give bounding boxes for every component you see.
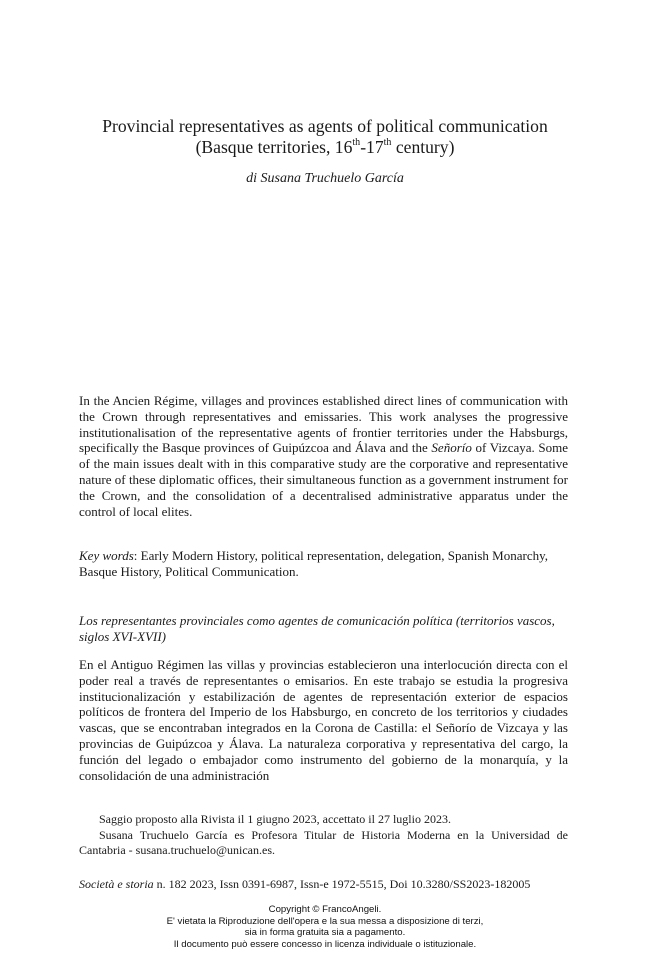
journal-details: n. 182 2023, Issn 0391-6987, Issn-e 1972-5515, Doi 10.3280/SS2023-182005	[153, 877, 531, 891]
title-superscript-2: th	[383, 137, 392, 149]
copyright-line-4: Il documento può essere concesso in licenza individuale o istituzionale.	[173, 938, 477, 950]
keywords-label: Key words	[79, 548, 134, 563]
abstract-italic-term: Señorío	[431, 440, 472, 456]
title-line-2-end: century)	[391, 137, 455, 157]
title-line-2-middle: -17	[360, 137, 384, 157]
keywords-text: : Early Modern History, political representation, delegation, Spanish Monarchy, Basque History, Political Communication.	[79, 548, 548, 579]
journal-name: Società e storia	[79, 877, 154, 891]
copyright-line-3: sia in forma gratuita sia a pagamento.	[244, 927, 406, 939]
title-line-2	[60, 137, 590, 158]
keywords	[79, 548, 568, 580]
title-superscript-1: th	[352, 137, 361, 149]
abstract-text-part-1: In the Ancien Régime, villages and provinces established direct lines of communication with the Crown through representatives and emissaries. This work analyses the progressive institutionalisation of the representative agents of frontier territories under the Habsburgs, specifically the Basque provinces of Guipúzcoa and Álava and the	[79, 393, 568, 456]
author-affiliation-note: Susana Truchuelo García es Profesora Titular de Historia Moderna en la Universidad de Cantabria - susana.truchuelo@unican.es.	[79, 827, 568, 857]
copyright-line-1: Copyright © FrancoAngeli.	[268, 904, 382, 915]
article-title	[60, 116, 590, 158]
submission-note: Saggio proposto alla Rivista il 1 giugno 2023, accettato il 27 luglio 2023.	[99, 812, 451, 826]
copyright-line-2: E' vietata la Riproduzione dell'opera e la sua messa a disposizione di terzi,	[166, 915, 484, 927]
footnotes	[79, 812, 568, 859]
abstract-text-part-2: of Vizcaya. Some of the main issues dealt with in this comparative study are the corporative and representative nature of these diplomatic offices, their simultaneous function as a government instrument for the Crown, and the consolidation of a decentralised administrative apparatus under the control of local elites.	[79, 440, 568, 519]
journal-citation	[79, 877, 568, 892]
spanish-abstract: En el Antiguo Régimen las villas y provincias establecieron una interlocución directa con el poder real a través de representantes o emisarios. En este trabajo se estudia la progresiva institucionalización y estabilización de agentes de representación exterior de espacios políticos de frontera del Imperio de los Habsburgo, en concreto de los territorios y ciudades vascas, que se encontraban integrados en la Corona de Castilla: el Señorío de Vizcaya y las provincias de Guipúzcoa y Álava. La naturaleza corporativa y representativa del cargo, la función del legado o embajador como instrumento del gobierno de la monarquía, y la consolidación de una administración	[79, 657, 568, 783]
title-line-1: Provincial representatives as agents of political communication	[102, 116, 548, 136]
english-abstract	[79, 393, 568, 519]
spanish-title: Los representantes provinciales como agentes de comunicación política (territorios vascos, siglos XVI-XVII)	[79, 613, 555, 644]
copyright-notice	[100, 904, 550, 950]
author-byline: di Susana Truchuelo García	[246, 171, 404, 186]
title-line-2-start: (Basque territories, 16	[195, 137, 353, 157]
